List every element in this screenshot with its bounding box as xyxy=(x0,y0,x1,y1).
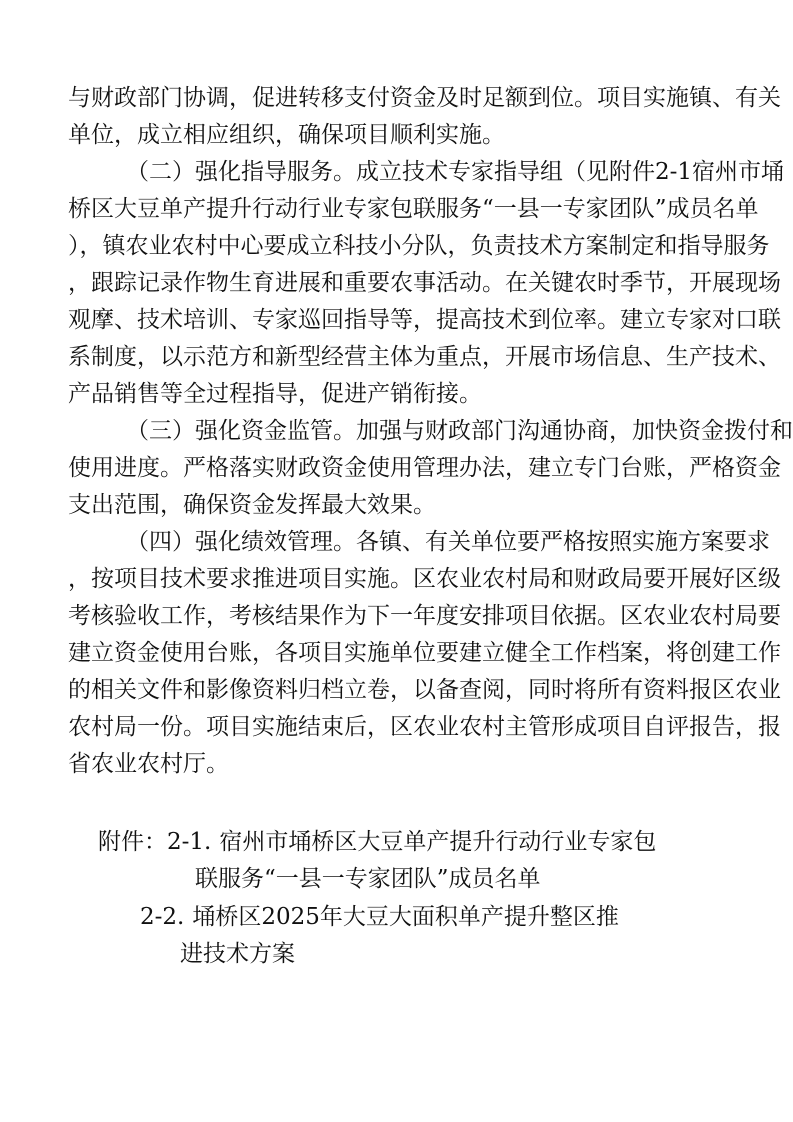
paragraph-line: ，按项目技术要求推进项目实施。区农业农村局和财政局要开展好区级 xyxy=(68,566,781,592)
paragraph-line: 观摩、技术培训、专家巡回指导等，提高技术到位率。建立专家对口联 xyxy=(68,307,781,333)
paragraph-line: 建立资金使用台账，各项目实施单位要建立健全工作档案，将创建工作 xyxy=(68,640,781,666)
paragraph-line: 省农业农村厅。 xyxy=(68,751,229,777)
attachment-number: 2-1. xyxy=(167,829,212,855)
paragraph-line: 农村局一份。项目实施结束后，区农业农村主管形成项目自评报告，报 xyxy=(68,714,781,740)
paragraph-line: ），镇农业农村中心要成立科技小分队，负责技术方案制定和指导服务 xyxy=(68,233,770,259)
paragraph-line: 产品销售等全过程指导，促进产销衔接。 xyxy=(68,381,482,407)
attachment-row xyxy=(195,861,541,898)
paragraph-line: （二）强化指导服务。成立技术专家指导组（见附件2-1宿州市埇 xyxy=(126,159,785,185)
attachment-row xyxy=(98,824,656,861)
paragraph-line: （三）强化资金监管。加强与财政部门沟通协商，加快资金拨付和 xyxy=(126,418,793,444)
attachment-title-cont: 联服务“一县一专家团队”成员名单 xyxy=(195,866,541,892)
paragraph-line: 与财政部门协调，促进转移支付资金及时足额到位。项目实施镇、有关 xyxy=(68,85,781,111)
attachment-title-cont: 进技术方案 xyxy=(180,941,295,967)
paragraph-line: （四）强化绩效管理。各镇、有关单位要严格按照实施方案要求 xyxy=(126,529,770,555)
paragraph-line: 的相关文件和影像资料归档立卷，以备查阅，同时将所有资料报区农业 xyxy=(68,677,781,703)
paragraph-line: 使用进度。严格落实财政资金使用管理办法，建立专门台账，严格资金 xyxy=(68,455,781,481)
attachment-title: 埇桥区2025年大豆大面积单产提升整区推 xyxy=(192,904,619,930)
paragraph-line: 系制度，以示范方和新型经营主体为重点，开展市场信息、生产技术、 xyxy=(68,344,781,370)
attachment-row xyxy=(180,936,295,973)
paragraph-line: 支出范围，确保资金发挥最大效果。 xyxy=(68,492,436,518)
paragraph-line: 桥区大豆单产提升行动行业专家包联服务“一县一专家团队”成员名单 xyxy=(68,196,759,222)
paragraph-line: 单位，成立相应组织，确保项目顺利实施。 xyxy=(68,122,505,148)
paragraph-line: 考核验收工作，考核结果作为下一年度安排项目依据。区农业农村局要 xyxy=(68,603,781,629)
attachment-number: 2-2. xyxy=(140,904,185,930)
attachment-label: 附件： xyxy=(98,829,167,855)
attachment-title: 宿州市埇桥区大豆单产提升行动行业专家包 xyxy=(219,829,657,855)
attachment-row xyxy=(140,899,619,936)
paragraph-line: ，跟踪记录作物生育进展和重要农事活动。在关键农时季节，开展现场 xyxy=(68,270,781,296)
